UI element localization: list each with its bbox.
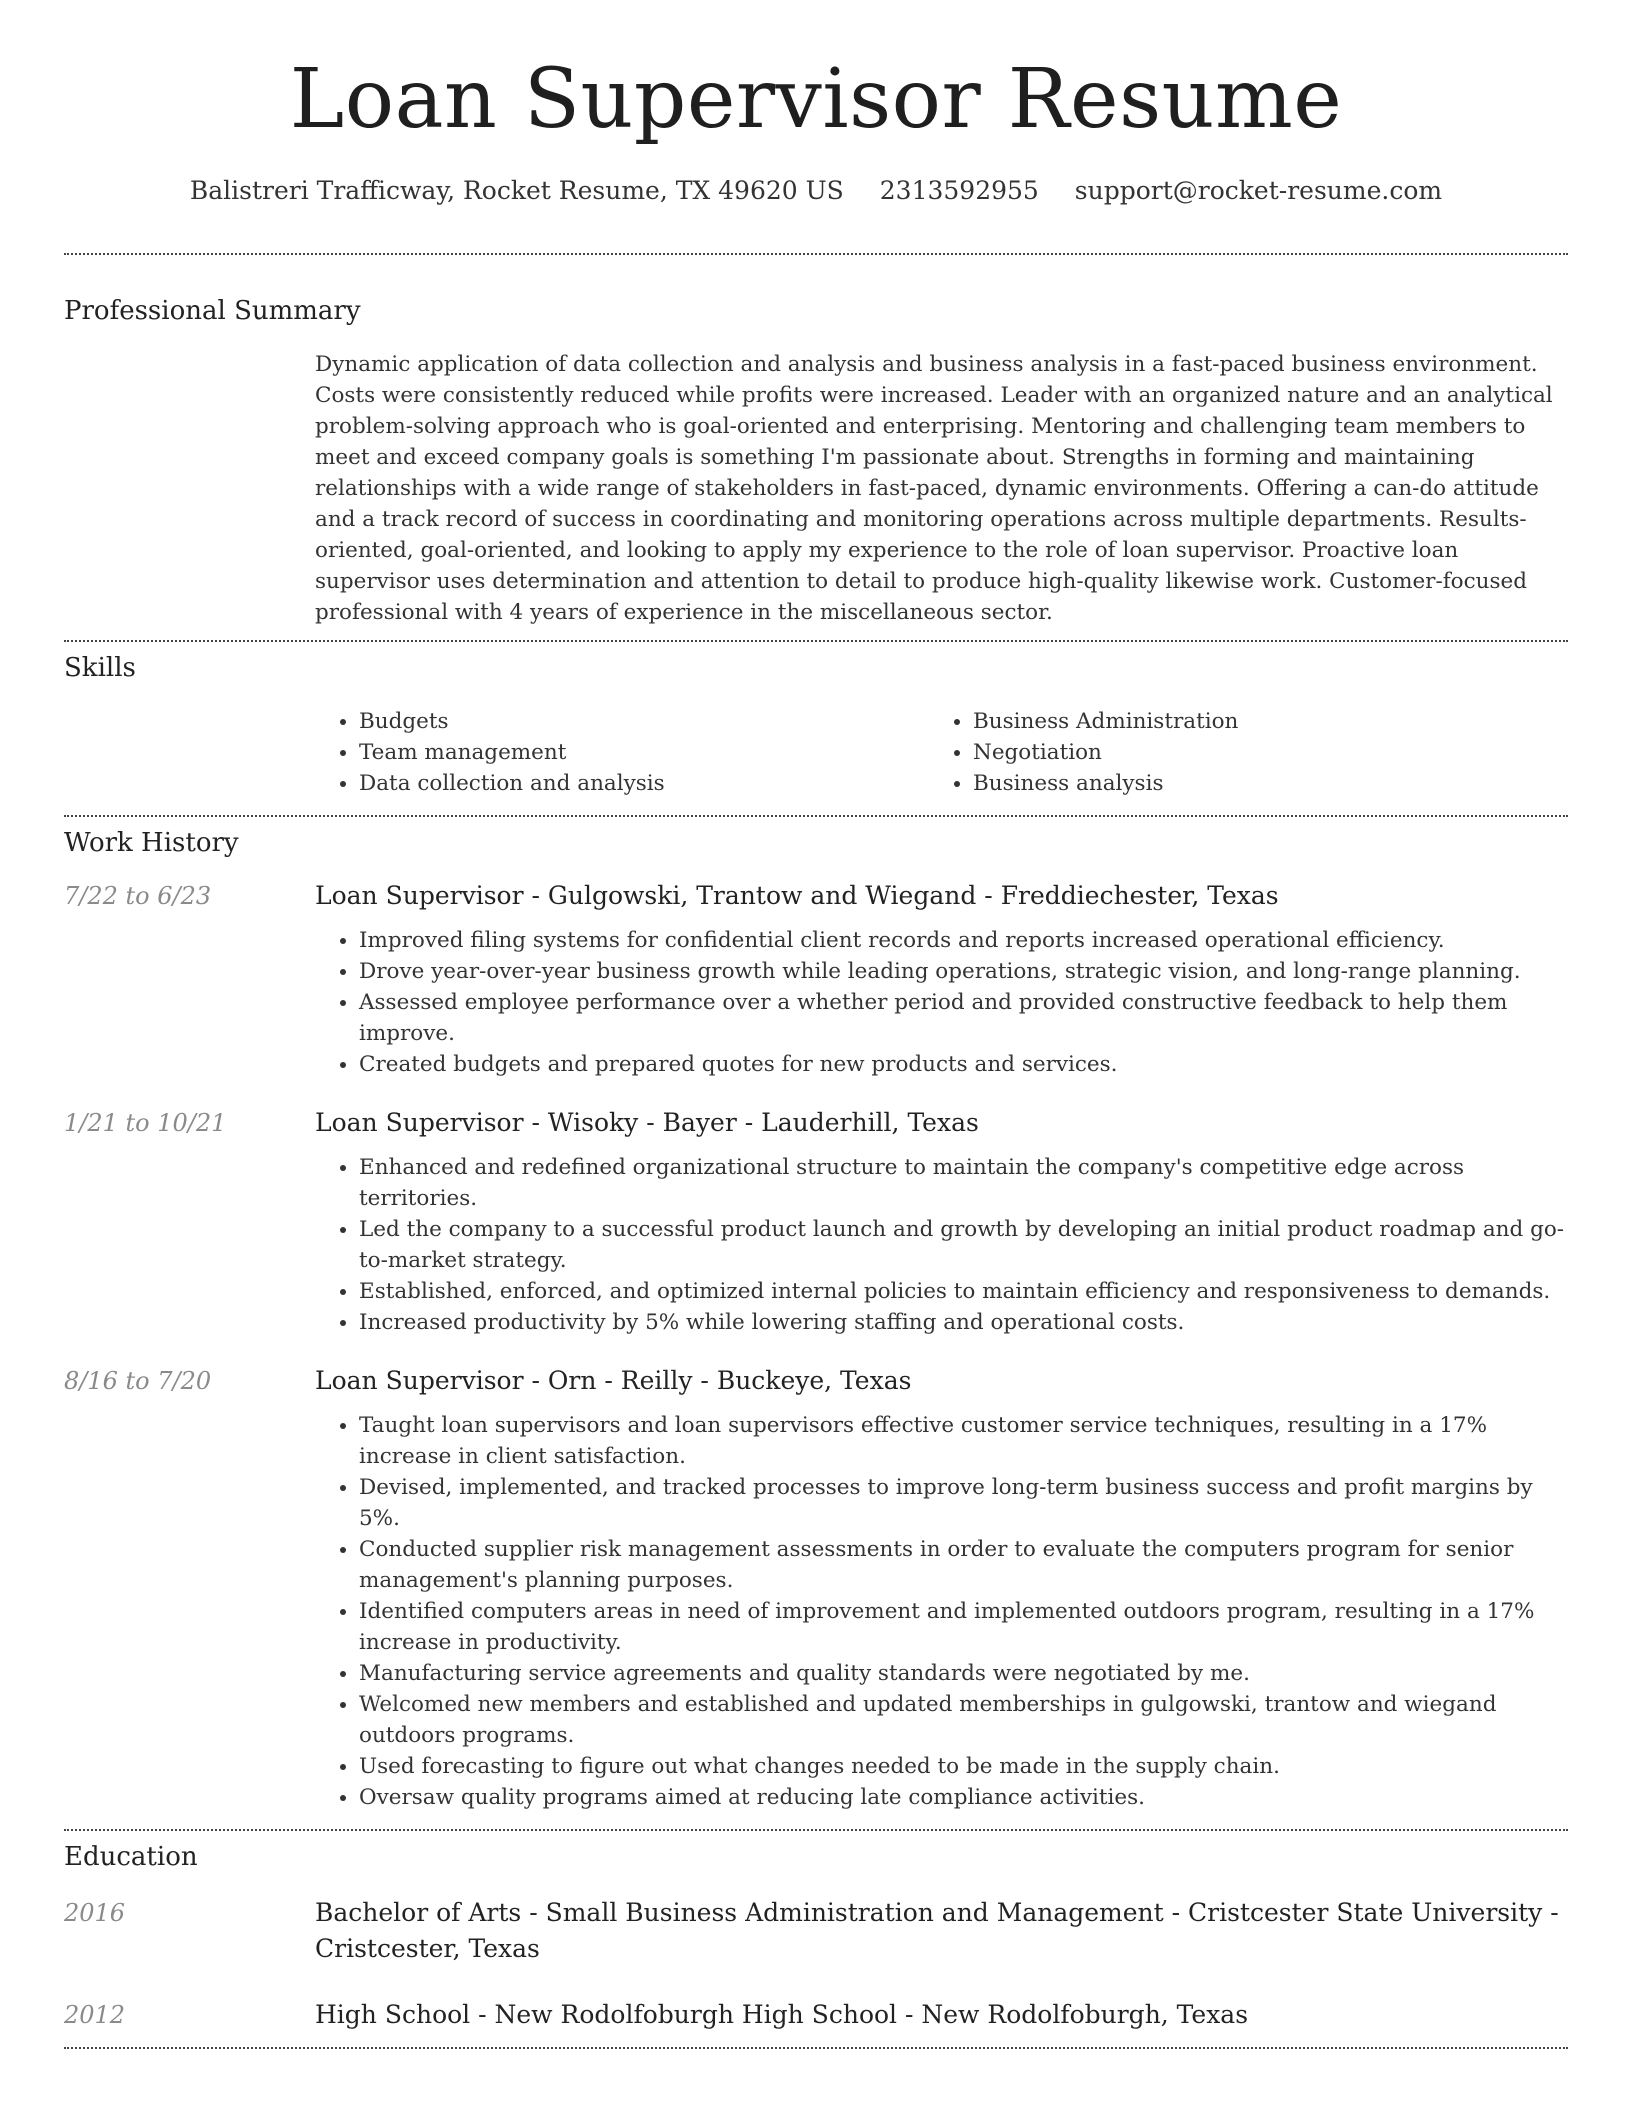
job-bullets [315, 1410, 1568, 1813]
job-bullet: • Led the company to a successful product launch and growth by developing an initial product roadmap and go-to-market strategy. [359, 1214, 1568, 1276]
job-title: Loan Supervisor - Orn - Reilly - Buckeye, Texas [315, 1366, 912, 1395]
skills-list [315, 706, 1568, 799]
skill-item: • Data collection and analysis [359, 768, 929, 799]
skill-item: • Budgets [359, 706, 929, 737]
contact-address: Balistreri Trafficway, Rocket Resume, TX 49620 US [189, 176, 844, 205]
skill-item: • Negotiation [973, 737, 1543, 768]
skills-section [64, 642, 1568, 815]
summary-section [64, 255, 1568, 640]
contact-phone: 2313592955 [879, 176, 1039, 205]
education-entry [64, 1895, 1568, 1967]
summary-heading: Professional Summary [64, 296, 361, 326]
job-body [315, 1364, 1568, 1813]
summary-body [315, 349, 1568, 628]
job-title: Loan Supervisor - Gulgowski, Trantow and Wiegand - Freddiechester, Texas [315, 881, 1279, 910]
job-bullet: • Welcomed new members and established and updated memberships in gulgowski, trantow and wiegand outdoors programs. [359, 1689, 1568, 1751]
job-bullet: • Taught loan supervisors and loan supervisors effective customer service techniques, resulting in a 17% increase in client satisfaction. [359, 1410, 1568, 1472]
divider [64, 2047, 1568, 2049]
work-history-section [64, 817, 1568, 1813]
job-bullet: • Identified computers areas in need of improvement and implemented outdoors program, resulting in a 17% increase in productivity. [359, 1596, 1568, 1658]
skill-item: • Business analysis [973, 768, 1543, 799]
job-bullet: • Established, enforced, and optimized internal policies to maintain efficiency and responsiveness to demands. [359, 1276, 1568, 1307]
job-bullet: • Improved filing systems for confidential client records and reports increased operational efficiency. [359, 925, 1568, 956]
job-bullet: • Used forecasting to figure out what changes needed to be made in the supply chain. [359, 1751, 1568, 1782]
job-bullet: • Manufacturing service agreements and quality standards were negotiated by me. [359, 1658, 1568, 1689]
education-text: High School - New Rodolfoburgh High School - New Rodolfoburgh, Texas [315, 2000, 1249, 2029]
contact-info [64, 174, 1568, 208]
job-bullet: • Enhanced and redefined organizational structure to maintain the company's competitive edge across territories. [359, 1152, 1568, 1214]
education-entry [64, 1997, 1568, 2033]
resume-title: Loan Supervisor Resume [289, 52, 1343, 147]
skills-heading: Skills [64, 653, 136, 683]
job-bullet: • Drove year-over-year business growth while leading operations, strategic vision, and long-range planning. [359, 956, 1568, 987]
resume-header [64, 0, 1568, 208]
education-text: Bachelor of Arts - Small Business Administration and Management - Cristcester State University - Cristcester, Texas [315, 1898, 1559, 1963]
education-heading: Education [64, 1842, 198, 1872]
summary-text: Dynamic application of data collection and analysis and business analysis in a fast-paced business environment. Costs were consistently reduced while profits were increased. Leader with an organized nature and an analytical problem-solving approach who is goal-oriented and enterprising. Mentoring and challenging team members to meet and exceed company goals is something I'm passionate about. Strengths in forming and maintaining relationships with a wide range of stakeholders in fast-paced, dynamic environments. Offering a can-do attitude and a track record of success in coordinating and monitoring operations across multiple departments. Results-oriented, goal-oriented, and looking to apply my experience to the role of loan supervisor. Proactive loan supervisor uses determination and attention to detail to produce high-quality likewise work. Customer-focused professional with 4 years of experience in the miscellaneous sector. [315, 352, 1553, 625]
job-bullet: • Assessed employee performance over a whether period and provided constructive feedback to help them improve. [359, 987, 1568, 1049]
skill-item: • Business Administration [973, 706, 1543, 737]
skill-item: • Team management [359, 737, 929, 768]
job-date: 7/22 to 6/23 [64, 882, 212, 910]
work-history-heading: Work History [64, 828, 239, 858]
job-entry [64, 1364, 1568, 1813]
job-date: 1/21 to 10/21 [64, 1109, 227, 1137]
skills-column-left [315, 706, 929, 799]
job-body [315, 879, 1568, 1080]
education-date: 2012 [64, 2001, 126, 2029]
education-date: 2016 [64, 1899, 126, 1927]
job-bullet: • Oversaw quality programs aimed at reducing late compliance activities. [359, 1782, 1568, 1813]
contact-email: support@rocket-resume.com [1074, 176, 1443, 205]
job-bullet: • Devised, implemented, and tracked processes to improve long-term business success and profit margins by 5%. [359, 1472, 1568, 1534]
job-date: 8/16 to 7/20 [64, 1367, 212, 1395]
education-section [64, 1831, 1568, 2033]
job-bullet: • Conducted supplier risk management assessments in order to evaluate the computers program for senior management's planning purposes. [359, 1534, 1568, 1596]
job-body [315, 1106, 1568, 1338]
job-bullet: • Created budgets and prepared quotes for new products and services. [359, 1049, 1568, 1080]
job-entry [64, 1106, 1568, 1338]
job-bullet: • Increased productivity by 5% while lowering staffing and operational costs. [359, 1307, 1568, 1338]
job-bullets [315, 1152, 1568, 1338]
job-bullets [315, 925, 1568, 1080]
skills-column-right [929, 706, 1543, 799]
job-title: Loan Supervisor - Wisoky - Bayer - Lauderhill, Texas [315, 1108, 979, 1137]
job-entry [64, 879, 1568, 1080]
